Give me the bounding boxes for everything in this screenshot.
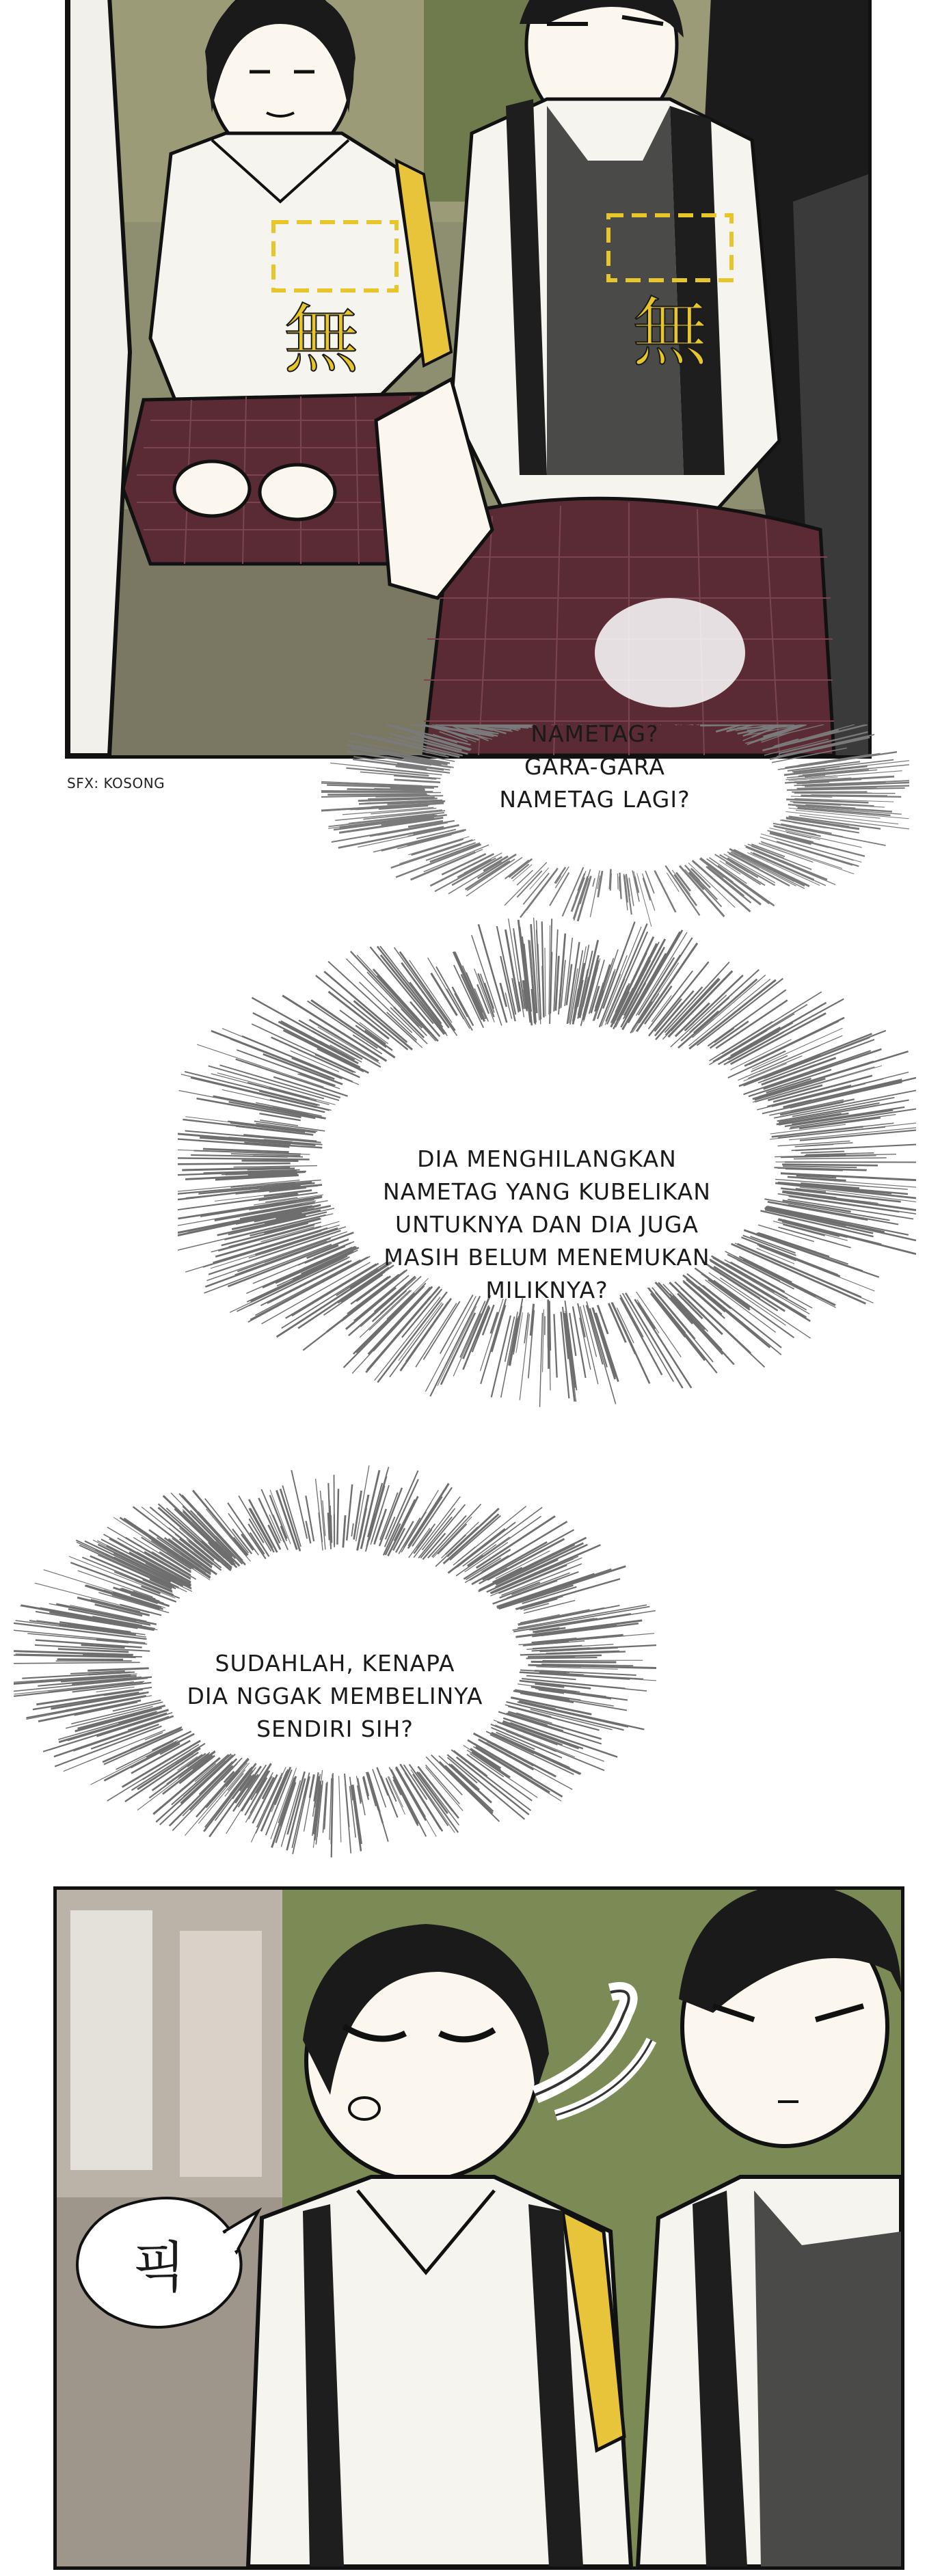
speed-line <box>463 1305 489 1370</box>
speed-line <box>545 948 546 1016</box>
nametag-mark-right: 無 <box>632 289 708 377</box>
speed-line <box>438 1306 476 1385</box>
speed-line <box>351 1523 353 1536</box>
speed-line <box>426 843 476 860</box>
narration-caption-1 <box>438 718 752 816</box>
speed-line <box>481 1299 506 1383</box>
speed-line <box>321 791 422 792</box>
speed-line <box>428 958 464 1019</box>
sfx-translation-note: SFX: KOSONG <box>67 775 165 791</box>
speed-line <box>501 1312 518 1398</box>
caption-2-line: NAMETAG YANG KUBELIKAN <box>383 1178 711 1205</box>
speed-line <box>178 1158 310 1159</box>
speed-line <box>347 1484 352 1541</box>
speed-line <box>306 1521 311 1543</box>
speed-line <box>794 1158 887 1159</box>
speed-line <box>626 1293 683 1388</box>
speed-line <box>474 1747 561 1801</box>
speed-line <box>14 1662 140 1664</box>
speed-line <box>337 1489 338 1545</box>
speed-line <box>610 869 611 889</box>
caption-3-line: SUDAHLAH, KENAPA <box>215 1650 455 1677</box>
speed-line <box>404 1765 427 1800</box>
speed-line <box>526 1657 597 1658</box>
narration-caption-3 <box>137 1647 533 1746</box>
speed-line <box>343 1515 345 1547</box>
speed-line <box>197 1098 301 1117</box>
speed-line <box>422 1508 455 1550</box>
caption-2-line: MILIKNYA? <box>485 1277 608 1303</box>
speed-line <box>528 1655 602 1657</box>
caption-3-line: DIA NGGAK MEMBELINYA <box>187 1683 483 1709</box>
nametag-mark-left: 無 <box>284 296 359 383</box>
narration-caption-2 <box>314 1143 779 1307</box>
speech-bubble <box>53 2177 272 2341</box>
caption-1-line: NAMETAG LAGI? <box>499 786 690 813</box>
speed-line <box>248 1524 269 1557</box>
speed-line <box>339 1776 341 1843</box>
speed-line <box>363 1777 368 1800</box>
speed-line <box>554 1314 556 1378</box>
speed-line <box>366 1772 376 1806</box>
speed-line <box>406 1302 448 1362</box>
caption-2-line: UNTUKNYA DAN DIA JUGA <box>395 1211 699 1238</box>
speed-line <box>611 1303 635 1355</box>
caption-2-line: DIA MENGHILANGKAN <box>417 1145 677 1172</box>
bottom-comic-panel <box>53 1886 904 2570</box>
speed-line <box>57 1659 124 1660</box>
caption-1-line: NAMETAG? <box>531 720 659 747</box>
caption-2-line: MASIH BELUM MENEMUKAN <box>384 1244 710 1271</box>
speed-line <box>321 1491 325 1549</box>
speed-line <box>390 788 425 789</box>
speed-line <box>280 1489 300 1551</box>
speed-line <box>401 963 449 1028</box>
speed-line <box>377 794 427 795</box>
speed-line <box>662 981 718 1039</box>
caption-3-line: SENDIRI SIH? <box>256 1716 414 1742</box>
speed-line <box>368 1774 380 1813</box>
speed-line <box>316 1479 323 1543</box>
speed-line <box>593 878 595 886</box>
speed-line <box>593 1307 615 1379</box>
speed-line <box>470 1754 503 1777</box>
speed-line <box>617 873 618 890</box>
speed-line <box>234 1166 317 1167</box>
speed-line <box>331 1515 332 1543</box>
speed-line <box>573 1307 585 1374</box>
speed-line <box>782 1165 878 1166</box>
speed-line <box>783 1166 857 1167</box>
speed-line <box>369 1486 384 1540</box>
speed-line <box>549 1304 550 1346</box>
speed-line <box>356 1776 361 1802</box>
speed-line <box>399 1303 442 1361</box>
speed-line <box>543 1645 656 1651</box>
speed-line <box>526 1676 576 1680</box>
speed-line <box>306 1495 314 1541</box>
top-panel-art <box>68 0 868 755</box>
speed-line <box>546 1665 578 1666</box>
speed-line <box>377 1767 388 1795</box>
speed-line <box>178 1163 291 1164</box>
speed-line <box>513 1607 650 1631</box>
speed-line <box>394 780 441 783</box>
speech-sfx-text: 픽 <box>133 2236 186 2299</box>
speed-line <box>319 1513 323 1551</box>
top-comic-panel <box>65 0 872 759</box>
speed-line <box>781 1174 916 1180</box>
speed-line <box>801 1152 845 1153</box>
speed-line <box>449 1764 492 1803</box>
caption-1-line: GARA-GARA <box>524 753 666 780</box>
speed-line <box>789 817 881 829</box>
